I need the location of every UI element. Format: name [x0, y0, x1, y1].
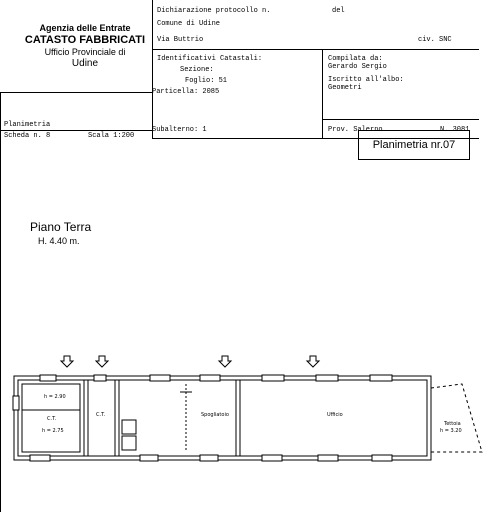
- room-ct-2: C.T.: [96, 412, 106, 418]
- agency-name: Agenzia delle Entrate: [39, 23, 131, 33]
- particella: Particella: 2085: [152, 88, 220, 96]
- compilata-label: Compilata da:: [328, 55, 383, 63]
- via: Via Buttrio: [157, 36, 204, 44]
- comune: Comune di Udine: [157, 20, 221, 28]
- subalterno: Subalterno: 1: [152, 126, 207, 134]
- room-spogliatoio: Spogliatoio: [201, 412, 229, 418]
- ident-title: Identificativi Catastali:: [157, 55, 263, 63]
- planimetria-label: Planimetria: [4, 121, 51, 129]
- protocol-del: del: [332, 7, 345, 15]
- compilata-name: Gerardo Sergio: [328, 63, 387, 71]
- catasto-title: CATASTO FABBRICATI: [24, 34, 146, 46]
- room-height-1: h = 2.90: [44, 394, 66, 400]
- floor-name: Piano Terra: [30, 220, 92, 234]
- office-label: Ufficio Provinciale di: [44, 47, 126, 57]
- civico: civ. SNC: [418, 36, 452, 44]
- numero-albo: N. 3081: [440, 126, 470, 134]
- entrance-arrow: [219, 356, 231, 367]
- entrance-arrow: [61, 356, 73, 367]
- room-tettoia: Tettoia: [444, 421, 461, 427]
- scala: Scala 1:200: [88, 132, 135, 140]
- room-ufficio: Ufficio: [327, 412, 343, 418]
- plan-number-box: Planimetria nr.07: [358, 130, 470, 160]
- iscritto-value: Geometri: [328, 84, 362, 92]
- floor-height: H. 4.40 m.: [38, 236, 80, 246]
- scheda-number: Scheda n. 8: [4, 132, 51, 140]
- provincia: Prov. Salerno: [328, 126, 383, 134]
- entrance-arrow: [96, 356, 108, 367]
- entrance-arrow: [307, 356, 319, 367]
- protocol-label: Dichiarazione protocollo n.: [157, 7, 271, 15]
- room-height-2: h = 2.75: [42, 428, 64, 434]
- sezione: Sezione:: [180, 66, 214, 74]
- office-city: Udine: [71, 58, 99, 69]
- iscritto-label: Iscritto all'albo:: [328, 76, 404, 84]
- room-ct-1: C.T.: [47, 416, 57, 422]
- foglio: Foglio: 51: [185, 77, 228, 85]
- room-tettoia-height: h = 3.20: [440, 428, 462, 434]
